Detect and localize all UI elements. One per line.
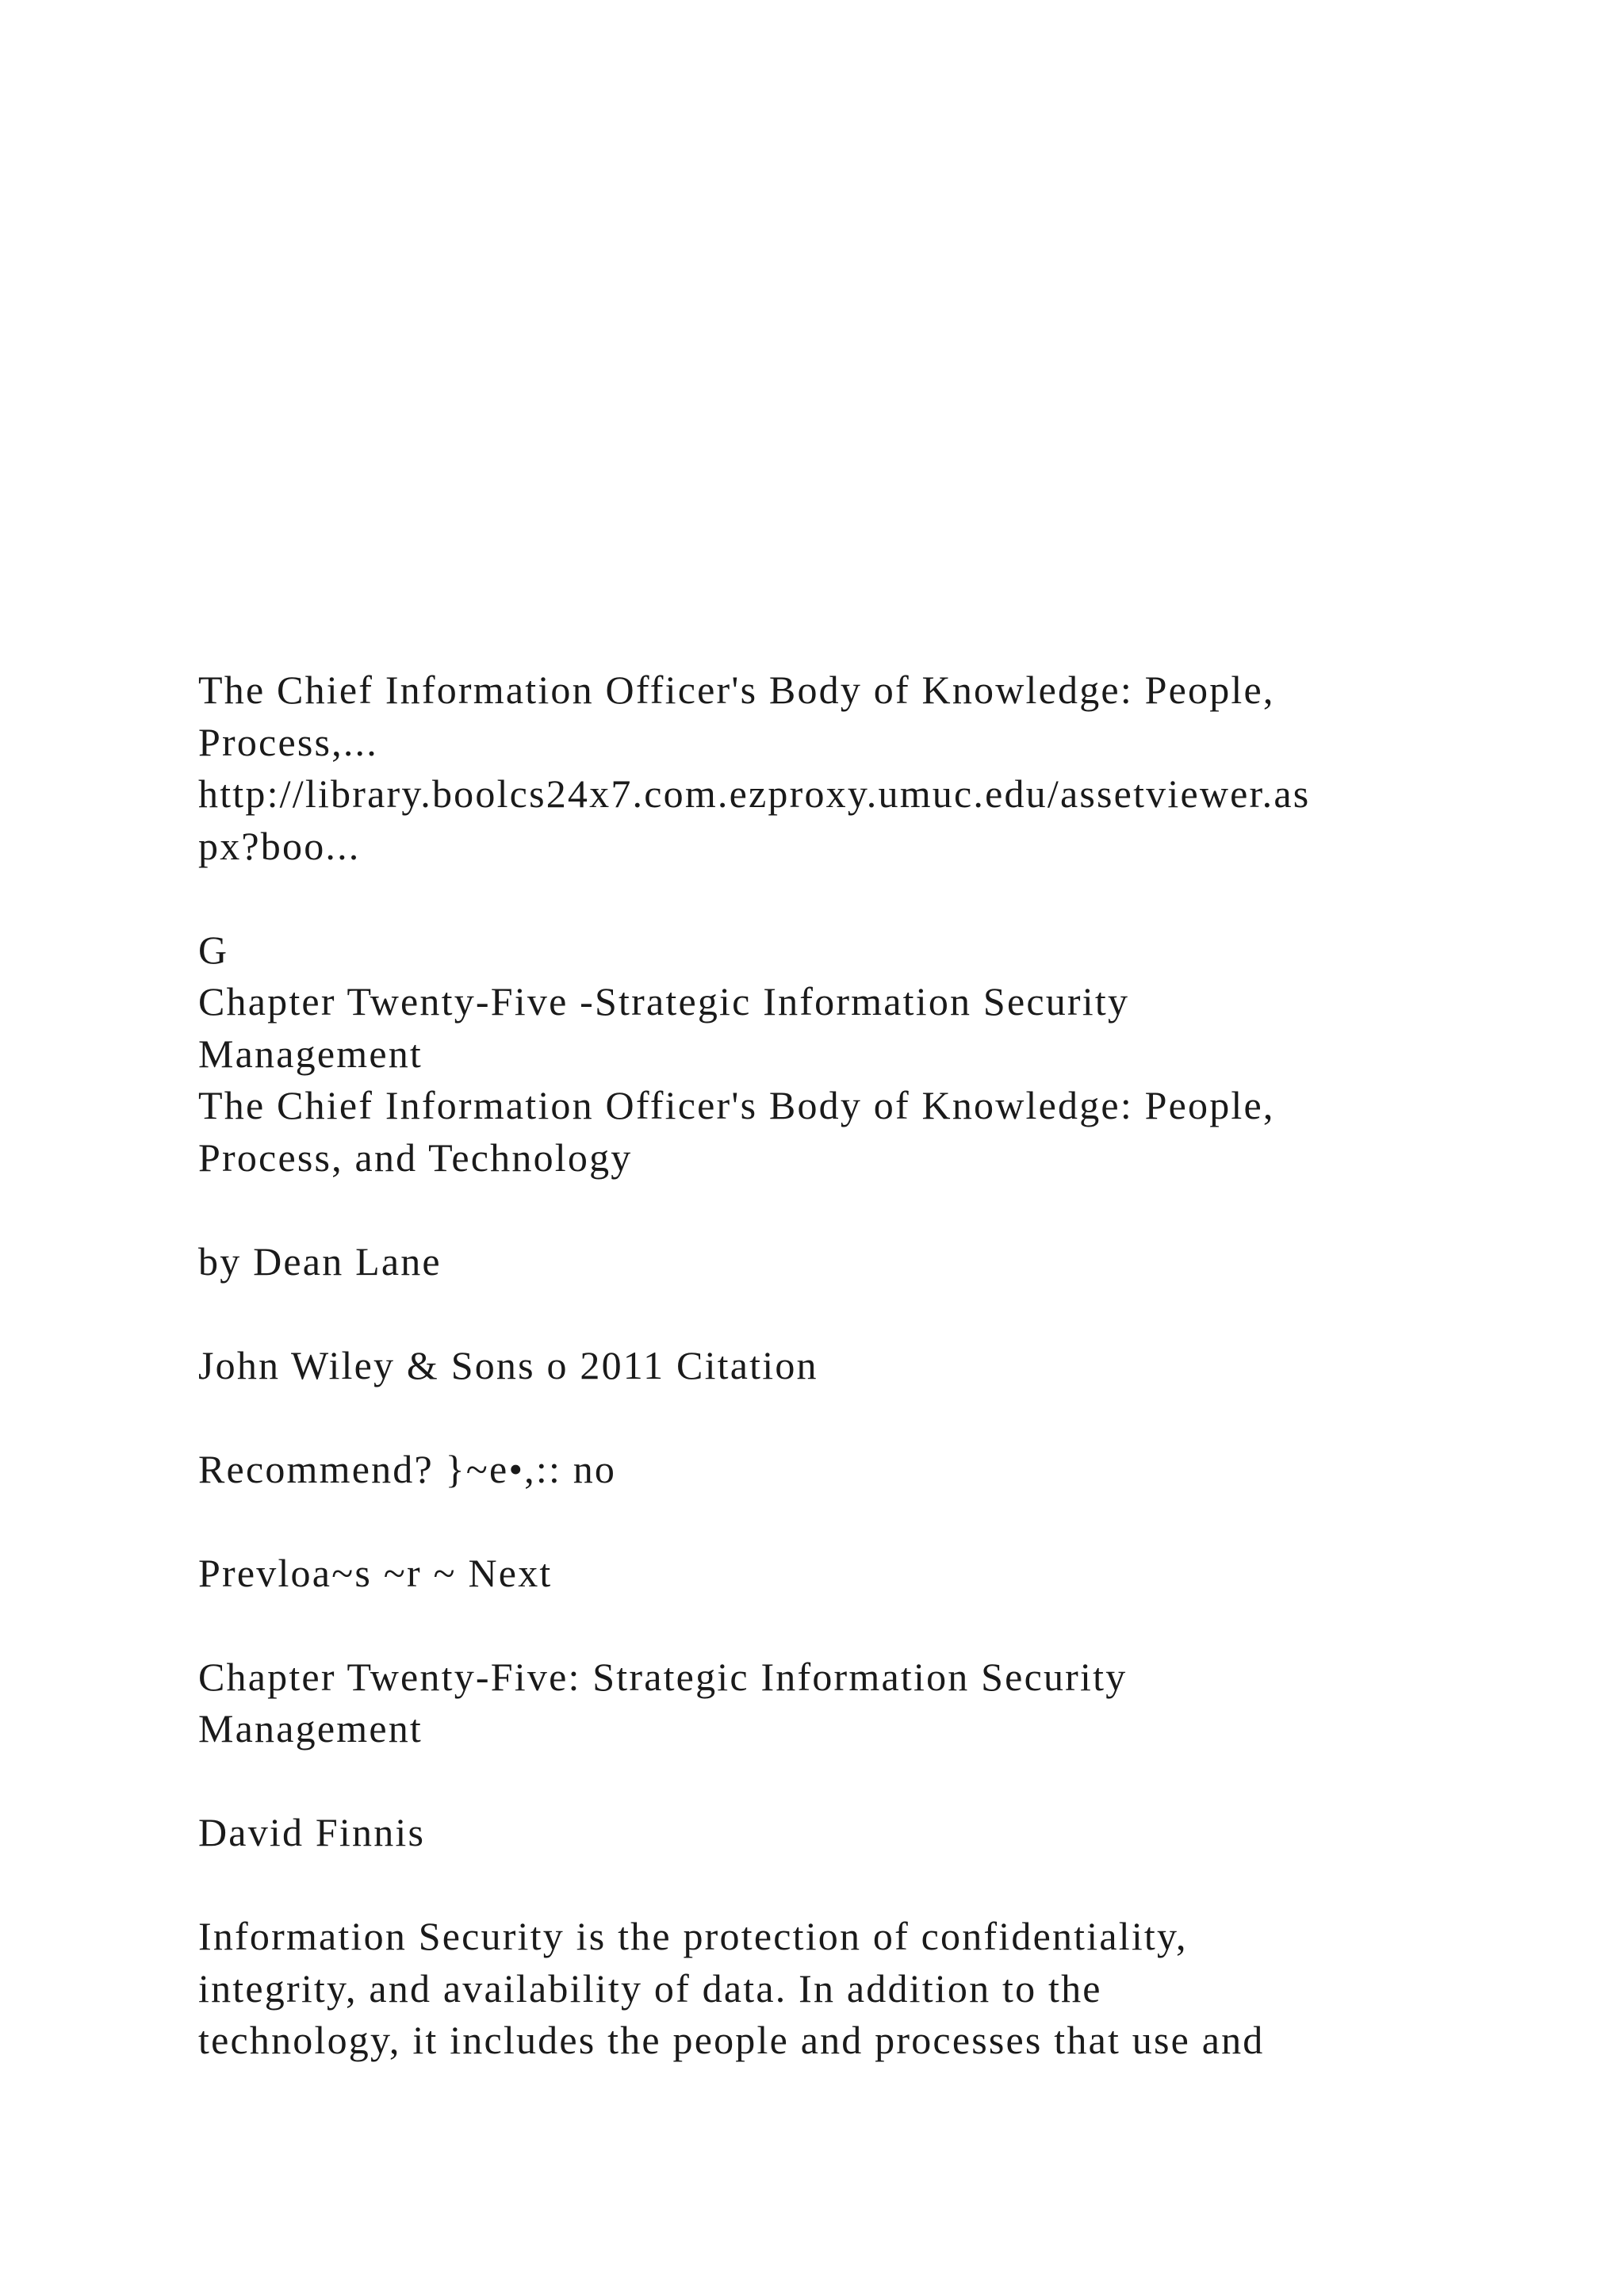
- blank-line: [198, 1391, 1435, 1444]
- blank-line: [198, 1755, 1435, 1808]
- publisher-line: John Wiley & Sons o 2011 Citation: [198, 1342, 818, 1387]
- chapter-heading-line-2: Management: [198, 1031, 423, 1076]
- paragraph-line-3: technology, it includes the people and processes that use and: [198, 2018, 1265, 2062]
- recommend-line: Recommend? }~e•,:: no: [198, 1446, 617, 1491]
- blank-line: [198, 1184, 1435, 1236]
- header-url-line-2: px?boo...: [198, 823, 361, 868]
- blank-line: [198, 1288, 1435, 1340]
- page-marker: G: [198, 927, 229, 972]
- header-title-line-2: Process,...: [198, 719, 378, 764]
- paragraph-line-1: Information Security is the protection of confidentiality,: [198, 1914, 1188, 1958]
- prev-next-nav: Prevloa~s ~r ~ Next: [198, 1550, 553, 1595]
- byline: by Dean Lane: [198, 1238, 442, 1284]
- author-line: David Finnis: [198, 1810, 426, 1854]
- blank-line: [198, 1495, 1435, 1548]
- header-title-line-1: The Chief Information Officer's Body of Knowledge: People,: [198, 668, 1275, 712]
- paragraph-line-2: integrity, and availability of data. In addition to the: [198, 1965, 1102, 2011]
- document-body: [198, 664, 1435, 2067]
- header-url-line-1: http://library.boolcs24x7.com.ezproxy.umuc.edu/assetviewer.as: [198, 771, 1311, 816]
- chapter-heading-line-1: Chapter Twenty-Five -Strategic Information Security: [198, 979, 1130, 1024]
- blank-line: [198, 1599, 1435, 1651]
- blank-line: [198, 1859, 1435, 1911]
- section-title-line-1: Chapter Twenty-Five: Strategic Information Security: [198, 1654, 1128, 1699]
- book-title-line-2: Process, and Technology: [198, 1135, 633, 1180]
- book-title-line-1: The Chief Information Officer's Body of Knowledge: People,: [198, 1083, 1275, 1127]
- section-title-line-2: Management: [198, 1706, 423, 1751]
- blank-line: [198, 872, 1435, 924]
